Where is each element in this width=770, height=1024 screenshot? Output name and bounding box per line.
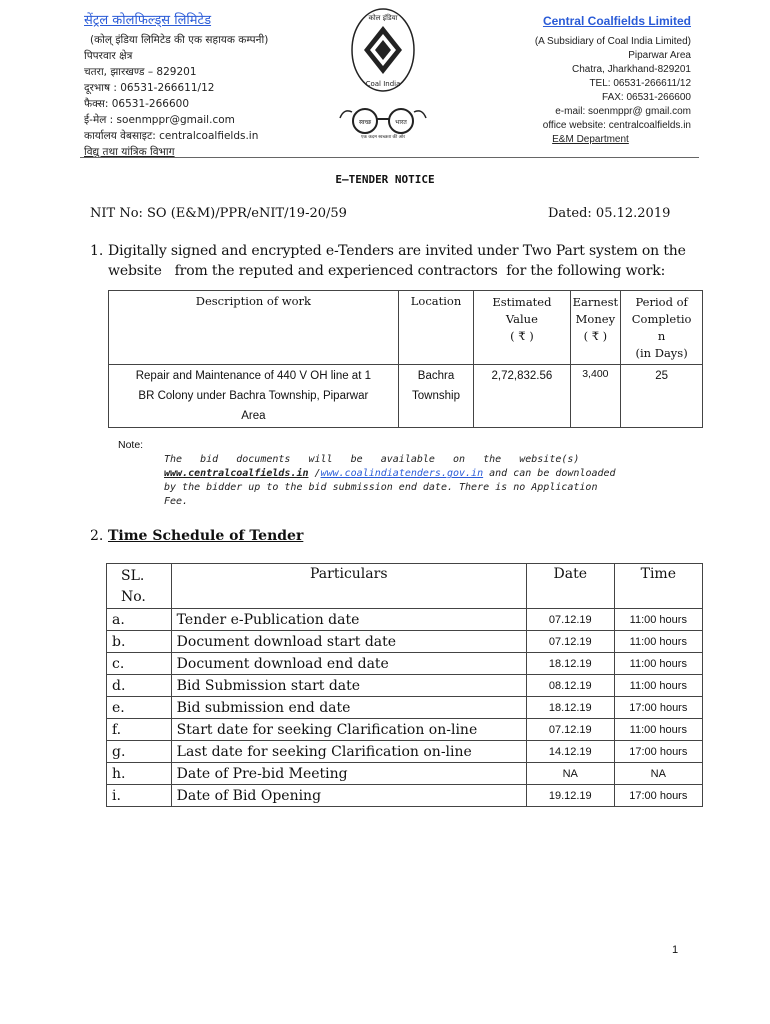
header-right-line: (A Subsidiary of Coal India Limited) [534, 36, 691, 47]
section2-number: 2. [90, 528, 104, 544]
header-left-line: दूरभाष : 06531-266611/12 [84, 82, 215, 94]
schedule-row [107, 741, 703, 763]
header-left-line: कार्यालय वेबसाइट: centralcoalfields.in [84, 130, 259, 142]
header-particulars: Particulars [171, 564, 526, 609]
coal-india-logo [350, 6, 416, 94]
header-right-line: Piparwar Area [628, 50, 691, 61]
header-estimated-value: Estimated Value ( ₹ ) [474, 291, 570, 365]
section2-title: Time Schedule of Tender [108, 528, 304, 544]
schedule-row [107, 763, 703, 785]
schedule-particular: Bid Submission start date [171, 675, 526, 697]
schedule-particular: Last date for seeking Clarification on-line [171, 741, 526, 763]
schedule-row [107, 697, 703, 719]
coalindiatenders-link[interactable]: www.coalindiatenders.gov.in [320, 468, 484, 479]
schedule-sl: i. [107, 785, 172, 807]
department-english: E&M Department [552, 134, 629, 145]
schedule-sl: d. [107, 675, 172, 697]
header-right-line: Chatra, Jharkhand-829201 [572, 64, 691, 75]
swachh-bharat-logo [338, 104, 428, 140]
schedule-particular: Document download end date [171, 653, 526, 675]
schedule-particular: Date of Pre-bid Meeting [171, 763, 526, 785]
schedule-time: 11:00 hours [614, 631, 702, 653]
header-left-line: (कोल् इंडिया लिमिटेड की एक सहायक कम्पनी) [90, 34, 269, 46]
header-right-line: FAX: 06531-266600 [602, 92, 691, 103]
para1-text: website from the reputed and experienced contractors for the following work: [108, 263, 666, 279]
spectacles-icon [338, 104, 428, 140]
header-location: Location [398, 291, 474, 365]
schedule-date: 07.12.19 [526, 719, 614, 741]
centralcoalfields-link[interactable]: www.centralcoalfields.in [164, 468, 309, 479]
svg-text:कोल इंडिया: कोल इंडिया [368, 14, 398, 22]
schedule-sl: a. [107, 609, 172, 631]
header-right [450, 14, 691, 147]
header-left-line: पिपरवार क्षेत्र [84, 50, 133, 62]
header-earnest-money: Earnest Money ( ₹ ) [570, 291, 621, 365]
schedule-row [107, 719, 703, 741]
header-right-line: office website: centralcoalfields.in [542, 120, 691, 131]
note-text: The bid documents will be available on the website(s) www.centralcoalfields.in /www.coalindiatenders.gov.in and can be downloaded by the bidder up to the bid submission end date. There is no Application Fee. [164, 454, 616, 507]
notice-title: E–TENDER NOTICE [335, 173, 435, 186]
schedule-particular: Document download start date [171, 631, 526, 653]
schedule-time: 11:00 hours [614, 719, 702, 741]
schedule-sl: h. [107, 763, 172, 785]
completion-period: 25 [621, 365, 703, 428]
schedule-particular: Date of Bid Opening [171, 785, 526, 807]
schedule-sl: e. [107, 697, 172, 719]
schedule-sl: c. [107, 653, 172, 675]
header-left-line: फैक्स: 06531-266600 [84, 98, 190, 110]
schedule-particular: Tender e-Publication date [171, 609, 526, 631]
schedule-date: 14.12.19 [526, 741, 614, 763]
schedule-date: 19.12.19 [526, 785, 614, 807]
note-label: Note: [118, 439, 144, 451]
svg-text:स्वच्छ: स्वच्छ [358, 119, 372, 126]
schedule-row [107, 675, 703, 697]
department-hindi: विद्यु तथा यांत्रिक विभाग [84, 146, 175, 158]
estimated-value: 2,72,832.56 [474, 365, 570, 428]
schedule-time: 17:00 hours [614, 741, 702, 763]
schedule-time: 11:00 hours [614, 653, 702, 675]
para1-number: 1. [90, 243, 104, 259]
header-divider [80, 157, 699, 158]
company-name-english: Central Coalfields Limited [542, 14, 691, 28]
schedule-sl: b. [107, 631, 172, 653]
header-left-line: ई-मेल : soenmppr@gmail.com [84, 114, 235, 126]
schedule-time: NA [614, 763, 702, 785]
header-date: Date [526, 564, 614, 609]
schedule-particular: Bid submission end date [171, 697, 526, 719]
svg-text:एक कदम स्वच्छता की ओर: एक कदम स्वच्छता की ओर [360, 135, 406, 140]
schedule-particular: Start date for seeking Clarification on-line [171, 719, 526, 741]
header-period: Period of Completio n (in Days) [621, 291, 703, 365]
schedule-sl: g. [107, 741, 172, 763]
work-location: Bachra Township [398, 365, 474, 428]
work-table [108, 290, 703, 428]
schedule-date: 07.12.19 [526, 609, 614, 631]
schedule-sl: f. [107, 719, 172, 741]
schedule-row [107, 609, 703, 631]
notice-date: Dated: 05.12.2019 [548, 206, 671, 221]
header-time: Time [614, 564, 702, 609]
schedule-date: 08.12.19 [526, 675, 614, 697]
coal-india-logo-icon [350, 6, 416, 94]
header-right-line: e-mail: soenmppr@ gmail.com [555, 106, 691, 117]
work-description: Repair and Maintenance of 440 V OH line at 1 BR Colony under Bachra Township, Piparwar Area [109, 365, 399, 428]
schedule-date: 18.12.19 [526, 653, 614, 675]
schedule-time: 17:00 hours [614, 785, 702, 807]
header-sl-no: SL. No. [107, 564, 172, 609]
schedule-row [107, 631, 703, 653]
earnest-money: 3,400 [570, 365, 621, 428]
schedule-time: 17:00 hours [614, 697, 702, 719]
header-left-line: चतरा, झारखण्ड – 829201 [84, 66, 197, 78]
schedule-date: 07.12.19 [526, 631, 614, 653]
page-number: 1 [672, 944, 679, 956]
schedule-date: 18.12.19 [526, 697, 614, 719]
schedule-row [107, 653, 703, 675]
header-left [84, 10, 344, 160]
schedule-time: 11:00 hours [614, 609, 702, 631]
svg-text:भारत: भारत [395, 119, 407, 126]
nit-number: NIT No: SO (E&M)/PPR/eNIT/19-20/59 [90, 206, 347, 221]
schedule-row [107, 785, 703, 807]
schedule-date: NA [526, 763, 614, 785]
header-right-line: TEL: 06531-266611/12 [589, 78, 691, 89]
schedule-table [106, 563, 703, 807]
company-name-hindi: सेंट्रल कोलफिल्ड्स लिमिटेड [84, 13, 212, 28]
schedule-time: 11:00 hours [614, 675, 702, 697]
header-description: Description of work [109, 291, 399, 365]
para1-text: Digitally signed and encrypted e-Tenders are invited under Two Part system on the [108, 243, 686, 259]
svg-text:Coal India: Coal India [365, 80, 401, 88]
